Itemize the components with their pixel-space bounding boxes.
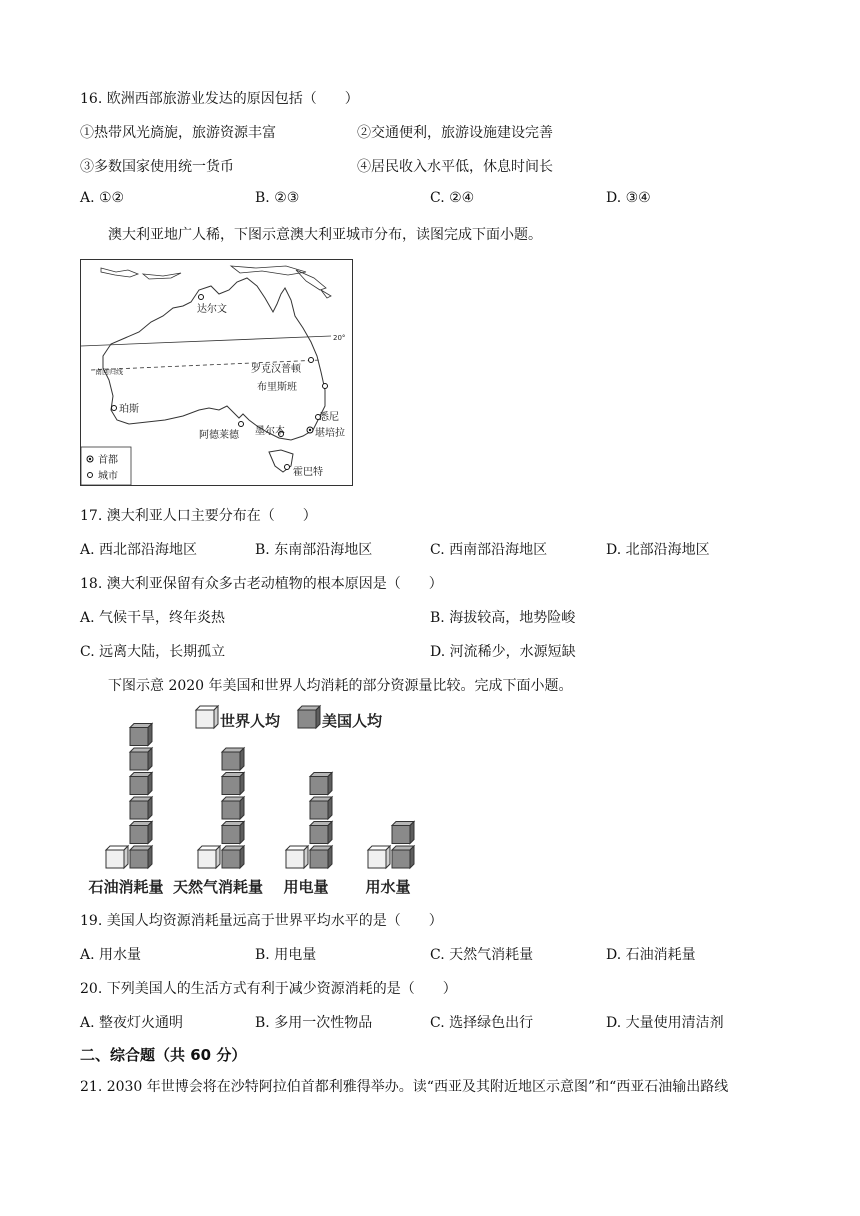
usa-cube-2-2: [310, 797, 332, 819]
q16-option-a: A. ①②: [80, 190, 125, 206]
usa-cube-1-2: [222, 797, 244, 819]
usa-cube-2-3: [310, 773, 332, 795]
q18-stem: 18. 澳大利亚保留有众多古老动植物的根本原因是（ ）: [80, 576, 443, 592]
world-cube-1-0: [198, 846, 220, 868]
q16-option-c: C. ②④: [430, 190, 475, 206]
q18-option-d: D. 河流稀少，水源短缺: [430, 644, 576, 660]
q19-option-c: C. 天然气消耗量: [430, 947, 534, 963]
legend-world-swatch: [196, 706, 218, 728]
q20-option-a: A. 整夜灯火通明: [80, 1015, 184, 1031]
q16-item-3: ③多数国家使用统一货币: [80, 159, 234, 175]
usa-cube-1-4: [222, 748, 244, 770]
legend-city: 城市: [98, 471, 118, 482]
label-canberra: 堪培拉: [315, 428, 345, 439]
world-cube-2-0: [286, 846, 308, 868]
q19-option-a: A. 用水量: [80, 947, 142, 963]
label-hobart: 霍巴特: [293, 467, 323, 478]
usa-cube-2-0: [310, 846, 332, 868]
label-brisbane: 布里斯班: [257, 382, 297, 393]
label-tropic: 南回归线: [95, 368, 123, 376]
map-intro: 澳大利亚地广人稀，下图示意澳大利亚城市分布，读图完成下面小题。: [108, 227, 542, 243]
usa-cube-2-1: [310, 822, 332, 844]
usa-cube-0-4: [130, 748, 152, 770]
label-latitude: 20°: [333, 334, 346, 342]
legend-world-label: 世界人均: [220, 712, 281, 730]
usa-cube-0-2: [130, 797, 152, 819]
usa-cube-0-0: [130, 846, 152, 868]
usa-cube-3-1: [392, 822, 414, 844]
q20-option-b: B. 多用一次性物品: [255, 1015, 373, 1031]
q19-option-d: D. 石油消耗量: [606, 947, 696, 963]
q16-item-4: ④居民收入水平低，休息时间长: [357, 159, 553, 175]
q20-stem: 20. 下列美国人的生活方式有利于减少资源消耗的是（ ）: [80, 981, 457, 997]
australia-map: [80, 259, 353, 486]
label-sydney: 悉尼: [319, 412, 339, 423]
legend-usa-swatch: [298, 706, 320, 728]
usa-cube-0-1: [130, 822, 152, 844]
q17-option-d: D. 北部沿海地区: [606, 542, 710, 558]
category-label-2: 用电量: [283, 878, 329, 896]
q16-option-b: B. ②③: [255, 190, 300, 206]
q19-stem: 19. 美国人均资源消耗量远高于世界平均水平的是（ ）: [80, 913, 443, 929]
q17-option-a: A. 西北部沿海地区: [80, 542, 198, 558]
usa-cube-3-0: [392, 846, 414, 868]
q16-item-1: ①热带风光旖旎，旅游资源丰富: [80, 125, 276, 141]
q18-option-c: C. 远离大陆，长期孤立: [80, 644, 226, 660]
q16-item-2: ②交通便利，旅游设施建设完善: [357, 125, 553, 141]
q17-option-b: B. 东南部沿海地区: [255, 542, 373, 558]
usa-cube-1-0: [222, 846, 244, 868]
label-darwin: 达尔文: [197, 304, 227, 315]
usa-cube-0-3: [130, 773, 152, 795]
chart-intro: 下图示意 2020 年美国和世界人均消耗的部分资源量比较。完成下面小题。: [108, 678, 573, 694]
q18-option-b: B. 海拔较高，地势险峻: [430, 610, 576, 626]
q18-option-a: A. 气候干旱，终年炎热: [80, 610, 226, 626]
category-label-3: 用水量: [365, 878, 411, 896]
usa-cube-1-1: [222, 822, 244, 844]
label-rockhampton: 罗克汉普顿: [251, 364, 301, 375]
q17-stem: 17. 澳大利亚人口主要分布在（ ）: [80, 508, 317, 524]
q21-stem: 21. 2030 年世博会将在沙特阿拉伯首都利雅得举办。读“西亚及其附近地区示意图”和“西亚石油输出路线: [80, 1079, 729, 1095]
label-adelaide: 阿德莱德: [199, 430, 239, 441]
usa-cube-0-5: [130, 724, 152, 746]
label-melbourne: 墨尔本: [255, 426, 285, 437]
q20-option-d: D. 大量使用清洁剂: [606, 1015, 724, 1031]
q20-option-c: C. 选择绿色出行: [430, 1015, 534, 1031]
world-cube-3-0: [368, 846, 390, 868]
label-perth: 珀斯: [119, 404, 139, 415]
q16-stem: 16. 欧洲西部旅游业发达的原因包括（ ）: [80, 91, 359, 107]
q19-option-b: B. 用电量: [255, 947, 317, 963]
world-cube-0-0: [106, 846, 128, 868]
q17-option-c: C. 西南部沿海地区: [430, 542, 548, 558]
usa-cube-1-3: [222, 773, 244, 795]
category-label-1: 天然气消耗量: [172, 878, 264, 896]
resource-chart: [80, 700, 420, 900]
legend-usa-label: 美国人均: [322, 712, 383, 730]
q16-option-d: D. ③④: [606, 190, 651, 206]
category-label-0: 石油消耗量: [88, 878, 164, 896]
section-heading: 二、综合题（共 60 分）: [80, 1046, 247, 1064]
legend-capital: 首都: [98, 455, 118, 466]
